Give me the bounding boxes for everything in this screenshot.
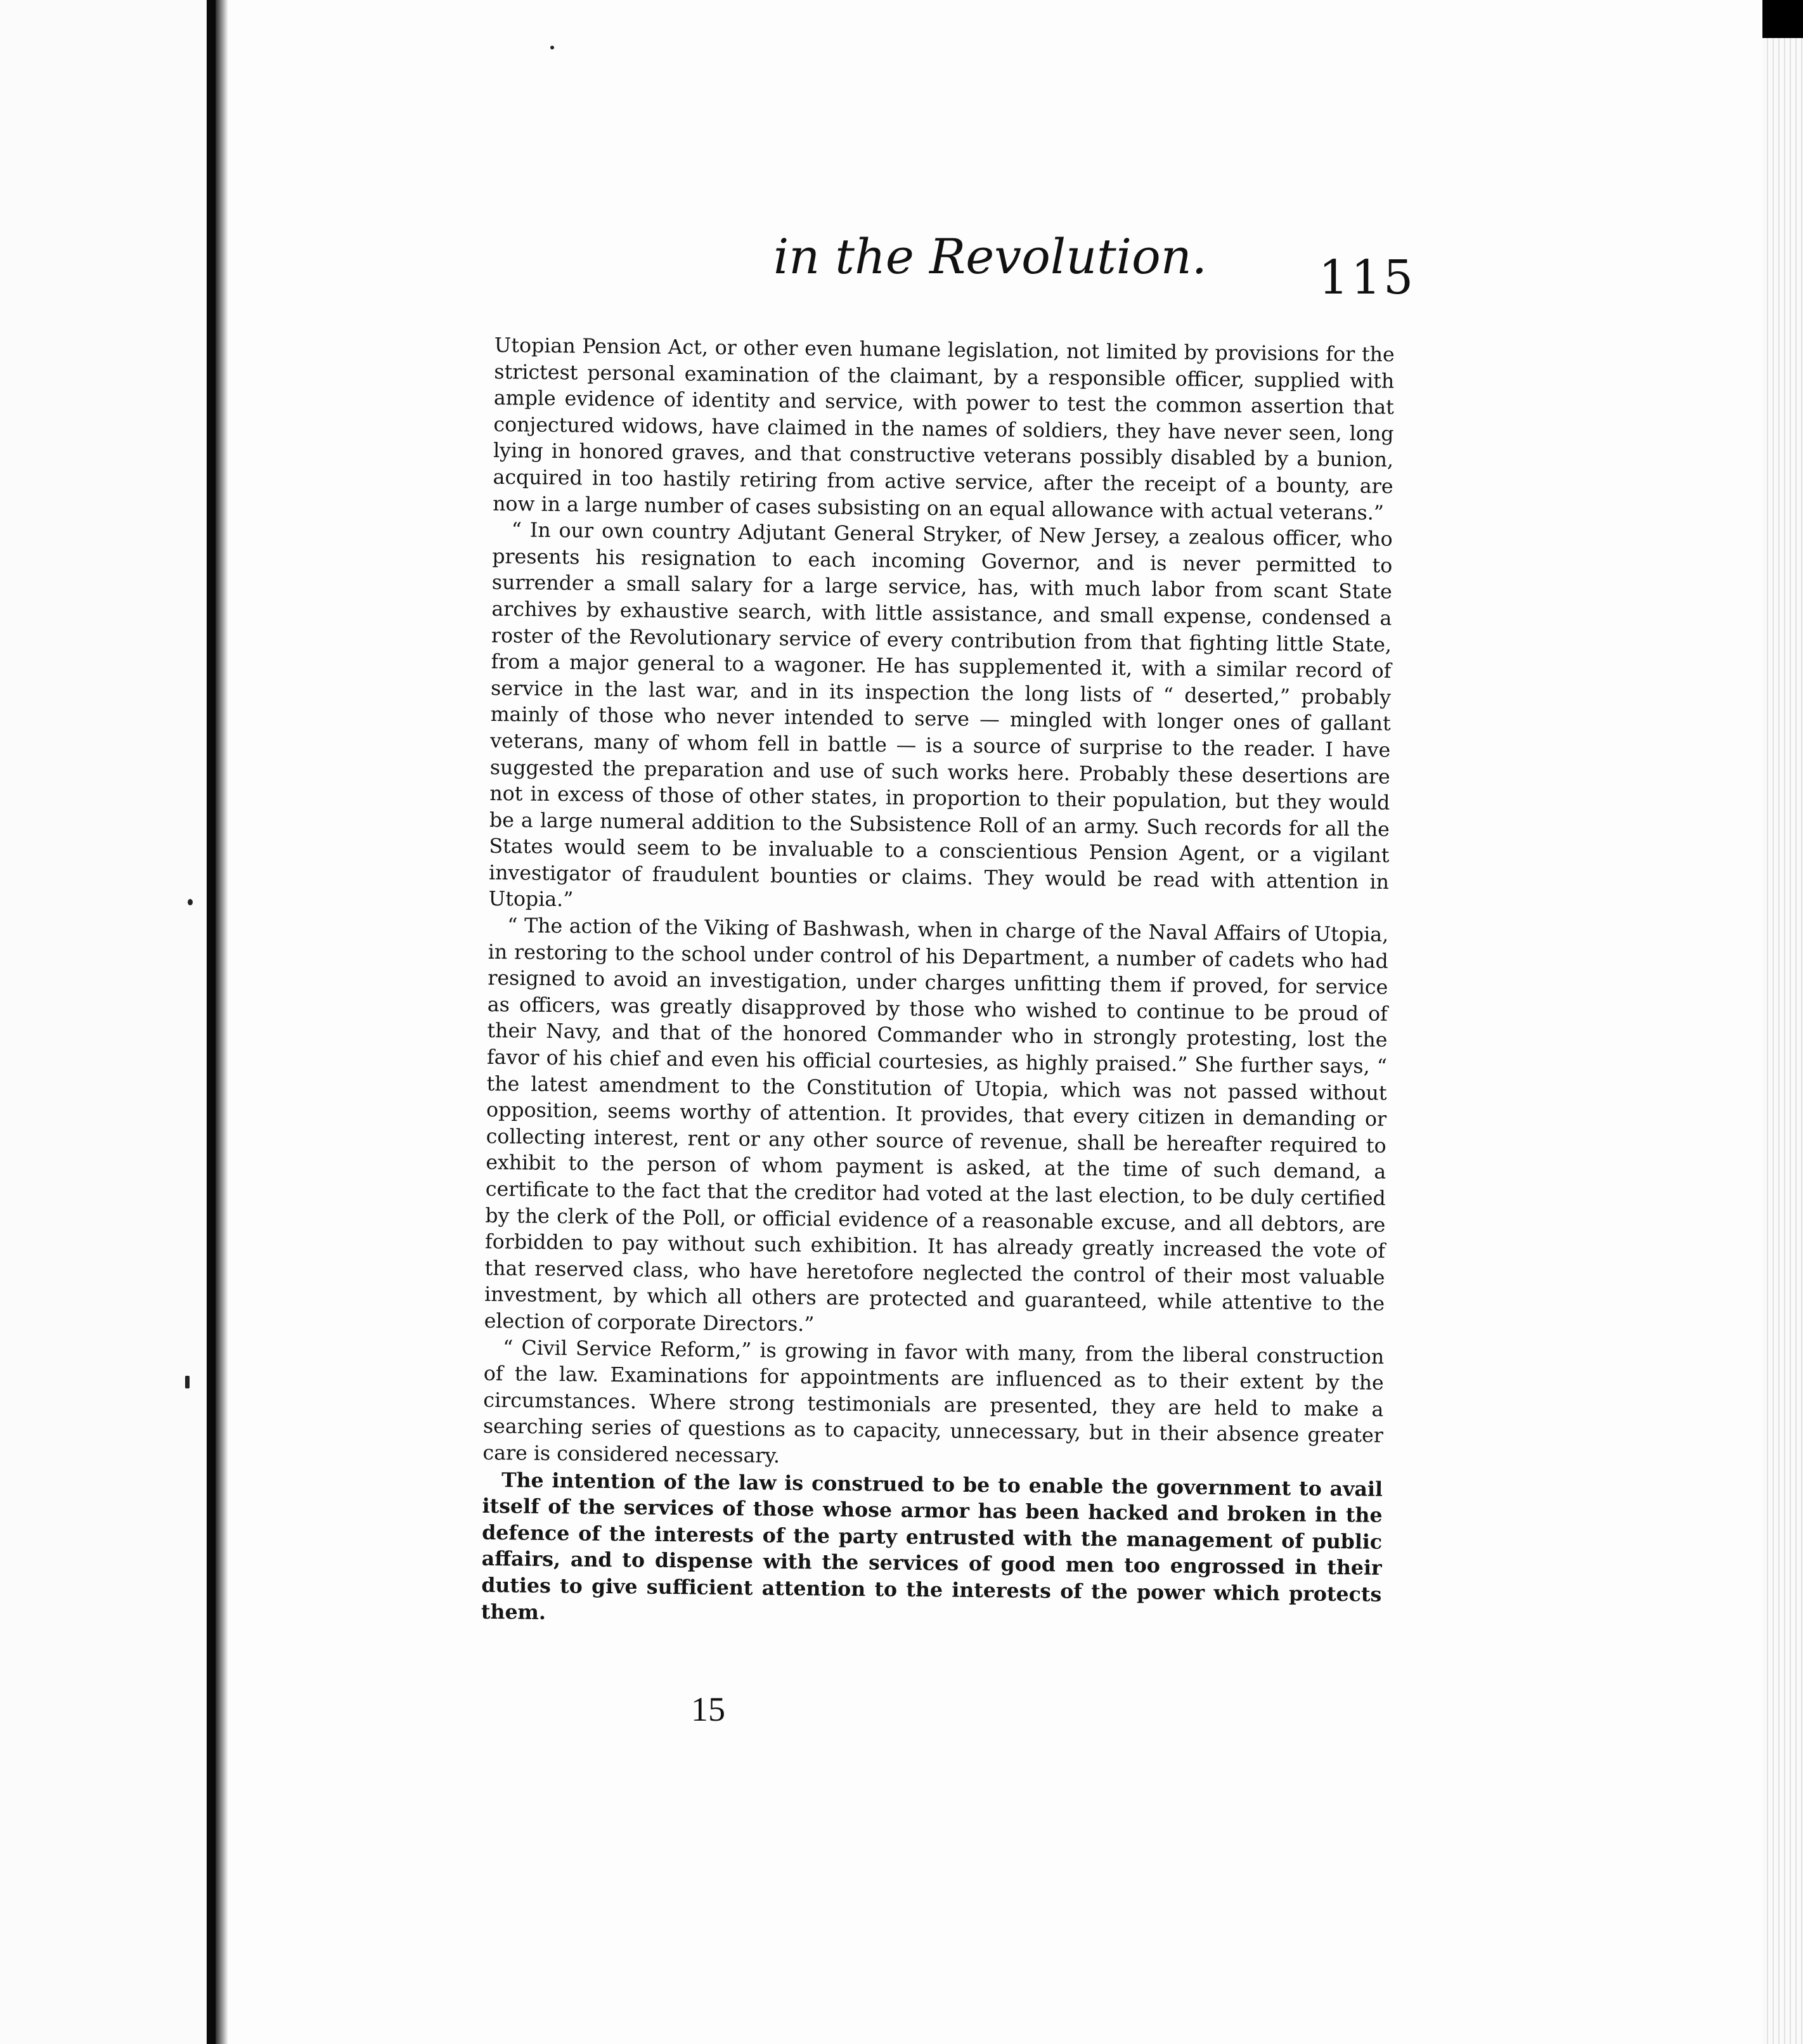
paragraph: “ The action of the Viking of Bashwash, when in charge of the Naval Affairs of Utopia, in restoring to the school under control of his Department, a number of cadets who had resigned to avoid an investigation, under charges unfitting them if proved, for service as officers, was greatly disapproved by those who wished to continue to be proud of their Navy, and that of the honored Commander who in strongly protesting, lost the favor of his chief and even his official courtesies, as highly praised.” She further says, “ the latest amendment to the Constitution of Utopia, which was not passed without opposition, seems worthy of attention. It provides, that every citizen in demanding or collecting interest, rent or any other source of revenue, shall be hereafter required to exhibit to the person of whom payment is asked, at the time of such demand, a certificate to the fact that the creditor had voted at the last election, to be duly certified by the clerk of the Poll, or official evidence of a reasonable excuse, and all debtors, are forbidden to pay without such exhibition. It has already greatly increased the vote of that reserved class, who have heretofore neglected the control of their most valuable investment, by which all others are protected and guaranteed, while attentive to the election of corporate Directors.” xyxy=(484,914,1389,1336)
page-number: 115 xyxy=(1319,250,1416,305)
binding-shadow xyxy=(207,0,216,2044)
ink-speck xyxy=(188,899,193,905)
running-head: in the Revolution. xyxy=(773,228,1207,285)
ink-speck xyxy=(550,46,554,49)
body-text xyxy=(481,333,1395,1634)
paragraph: Utopian Pension Act, or other even humane legislation, not limited by provisions for the strictest personal examination of the claimant, by a responsible officer, supplied with ample evidence of identity and service, with power to test the common assertion that conjectured widows, have claimed in the names of soldiers, they have never seen, long lying in honored graves, and that constructive veterans possibly disabled by a bunion, acquired in too hastily retiring from active service, after the receipt of a bounty, are now in a large number of cases subsisting on an equal allowance with actual veterans.” xyxy=(492,333,1395,525)
facing-page-edge xyxy=(0,0,207,2044)
gutter xyxy=(216,0,228,2044)
paragraph: “ Civil Service Reform,” is growing in favor with many, from the liberal construction of the law. Examinations for appointments are influenced as to their extent by the circumstances. Where strong testimonials are presented, they are held to make a searching series of questions as to capacity, unnecessary, but in their absence greater care is considered necessary. xyxy=(482,1336,1385,1468)
page-stack-edges xyxy=(1762,38,1803,2044)
signature-mark: 15 xyxy=(691,1690,725,1728)
ink-speck xyxy=(185,1376,190,1388)
paragraph: The intention of the law is construed to be to enable the government to avail itself of the services of those whose armor has been hacked and broken in the defence of the interests of the party entrusted with the management of public affairs, and to dispense with the services of good men too engrossed in their duties to give sufficient attention to the interests of the power which protects them. xyxy=(481,1468,1383,1624)
paragraph: “ In our own country Adjutant General Stryker, of New Jersey, a zealous officer, who presents his resignation to each incoming Governor, and is never permitted to surrender a small salary for a large service, has, with much labor from scant State archives by exhaustive search, with little assistance, and small expense, condensed a roster of the Revolutionary service of every contribution from that fighting little State, from a major general to a wagoner. He has supplemented it, with a similar record of service in the last war, and in its inspection the long lists of “ deserted,” probably mainly of those who never intended to serve — mingled with longer ones of gallant veterans, many of whom fell in battle — is a source of surprise to the reader. I have suggested the preparation and use of such works here. Probably these desertions are not in excess of those of other states, in proportion to their population, but they would be a large numeral addition to the Subsistence Roll of an army. Such records for all the States would seem to be invaluable to a conscientious Pension Agent, or a vigilant investigator of fraudulent bounties or claims. They would be read with attention in Utopia.” xyxy=(488,519,1393,912)
page-edge-corner xyxy=(1762,0,1803,38)
